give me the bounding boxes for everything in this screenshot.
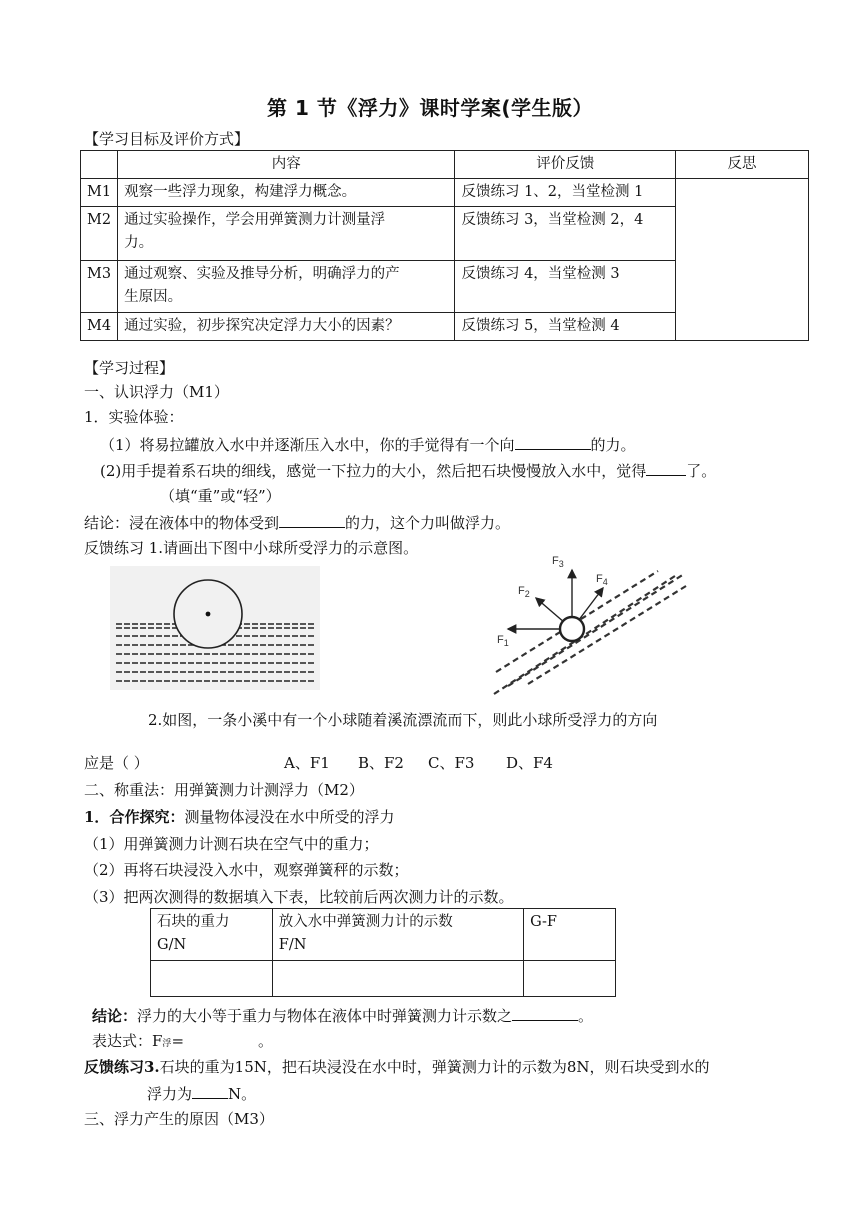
floating-ball-figure: [110, 566, 320, 690]
text: 结论：: [92, 1007, 138, 1025]
difference-cell[interactable]: [524, 961, 616, 997]
option-d: D、F4: [506, 754, 553, 772]
row-content: 通过实验，初步探究决定浮力大小的因素？: [118, 313, 455, 341]
section-1-heading: 一、认识浮力（M1）: [84, 383, 229, 401]
table-header-row: [151, 909, 616, 961]
force-labels: [497, 555, 608, 648]
text: 合作探究：: [109, 808, 185, 826]
row-content-line: 通过观察、实验及推导分析，明确浮力的产: [124, 266, 400, 282]
experience-title: 1．实验体验：: [84, 408, 184, 426]
stream-ball-figure: [488, 546, 688, 696]
text: F/N: [278, 937, 307, 953]
objectives-table: [80, 150, 809, 341]
table-row: [81, 179, 809, 207]
text: G/N: [157, 937, 187, 953]
cooperative-inquiry: [84, 806, 394, 827]
ball-center-dot: [206, 612, 211, 617]
text: 。: [578, 1007, 594, 1025]
option-a: A、F1: [284, 754, 330, 772]
conclusion-2: [92, 1004, 593, 1026]
step-2: （2）再将石块浸没入水中，观察弹簧秤的示数；: [84, 861, 409, 879]
label-f1: $F_1$: [497, 634, 509, 648]
text: 测量物体浸没在水中所受的浮力: [184, 808, 395, 826]
reading-cell[interactable]: [272, 961, 523, 997]
stream-ball: [560, 617, 584, 641]
row-content: [118, 261, 455, 313]
header-reflection: 反思: [675, 151, 808, 179]
text: 的力。: [590, 436, 636, 454]
expression: [92, 1030, 273, 1051]
row-id: M4: [81, 313, 118, 341]
text: N。: [228, 1085, 257, 1103]
row-content: 观察一些浮力现象，构建浮力概念。: [118, 179, 455, 207]
row-content: [118, 207, 455, 261]
step-1: （1）用弹簧测力计测石块在空气中的重力；: [84, 835, 379, 853]
table-row: [151, 961, 616, 997]
header-weight: [151, 909, 273, 961]
section-2-heading: 二、称重法：用弹簧测力计测浮力（M2）: [84, 781, 364, 799]
section-3-heading: 三、浮力产生的原因（M3）: [84, 1110, 274, 1128]
table-header-row: [81, 151, 809, 179]
option-c: C、F3: [428, 754, 475, 772]
row-content-line: 生原因。: [124, 289, 183, 305]
feedback-2-question: 2.如图，一条小溪中有一个小球随着溪流漂流而下，则此小球所受浮力的方向: [148, 711, 658, 729]
text: =: [171, 1032, 185, 1050]
page-title: 第 1 节《浮力》课时学案(学生版）: [267, 96, 593, 120]
row-id: M1: [81, 179, 118, 207]
header-reading: [272, 909, 523, 961]
text: 结论：浸在液体中的物体受到: [84, 514, 280, 532]
row-feedback: 反馈练习 3，当堂检测 2，4: [455, 207, 676, 261]
conclusion-1: [84, 511, 510, 533]
measurement-table: [150, 908, 616, 997]
row-content-line: 力。: [124, 235, 154, 251]
text: 。: [258, 1032, 274, 1050]
text: 反馈练习3.: [84, 1058, 160, 1076]
text: 放入水中弹簧测力计的示数: [278, 914, 453, 930]
feedback-3: [84, 1056, 710, 1077]
objectives-heading: 【学习目标及评价方式】: [84, 130, 250, 148]
answer-blank[interactable]: [512, 1004, 578, 1021]
label-f4: $F_4$: [596, 573, 608, 587]
row-feedback: 反馈练习 4，当堂检测 3: [455, 261, 676, 313]
option-b: B、F2: [358, 754, 404, 772]
reflection-cell: [675, 179, 808, 341]
process-heading: 【学习过程】: [84, 359, 175, 377]
row-id: M2: [81, 207, 118, 261]
force-arrows: [508, 570, 603, 629]
feedback-3-line-2: [147, 1082, 256, 1104]
header-content: 内容: [118, 151, 455, 179]
row-content-line: 通过实验操作，学会用弹簧测力计测量浮: [124, 212, 386, 228]
weight-cell[interactable]: [151, 961, 273, 997]
label-f2: $F_2$: [518, 585, 530, 599]
header-difference: [524, 909, 616, 961]
text: 浮: [162, 1039, 172, 1049]
text: 1．: [84, 808, 110, 826]
text: 浮力为: [147, 1085, 193, 1103]
text: 石块的重力: [157, 914, 230, 930]
text: （1）将易拉罐放入水中并逐渐压入水中，你的手觉得有一个向: [100, 436, 515, 454]
row-feedback: 反馈练习 5，当堂检测 4: [455, 313, 676, 341]
answer-blank[interactable]: [515, 433, 591, 450]
text: (2)用手提着系石块的细线，感觉一下拉力的大小，然后把石块慢慢放入水中，觉得: [100, 462, 647, 480]
header-feedback: 评价反馈: [455, 151, 676, 179]
text: 的力，这个力叫做浮力。: [345, 514, 511, 532]
feedback-2-answer-prompt: 应是（ ）: [84, 754, 149, 772]
label-f3: $F_3$: [552, 555, 564, 569]
table-cell: [81, 151, 118, 179]
answer-blank[interactable]: [646, 459, 686, 476]
text: G-F: [530, 914, 557, 930]
text: 了。: [686, 462, 717, 480]
experience-2: [100, 459, 716, 481]
step-3: （3）把两次测得的数据填入下表，比较前后两次测力计的示数。: [84, 888, 514, 906]
experience-1: [100, 433, 636, 455]
text: 浮力的大小等于重力与物体在液体中时弹簧测力计示数之: [137, 1007, 513, 1025]
answer-blank[interactable]: [192, 1082, 228, 1099]
feedback-1: 反馈练习 1.请画出下图中小球所受浮力的示意图。: [84, 539, 419, 557]
row-feedback: 反馈练习 1、2，当堂检测 1: [455, 179, 676, 207]
text: 石块的重为15N，把石块浸没在水中时，弹簧测力计的示数为8N，则石块受到水的: [159, 1058, 710, 1076]
text: 表达式：F: [92, 1032, 163, 1050]
row-id: M3: [81, 261, 118, 313]
answer-blank[interactable]: [279, 511, 345, 528]
experience-2-hint: （填“重”或“轻”）: [160, 487, 281, 505]
